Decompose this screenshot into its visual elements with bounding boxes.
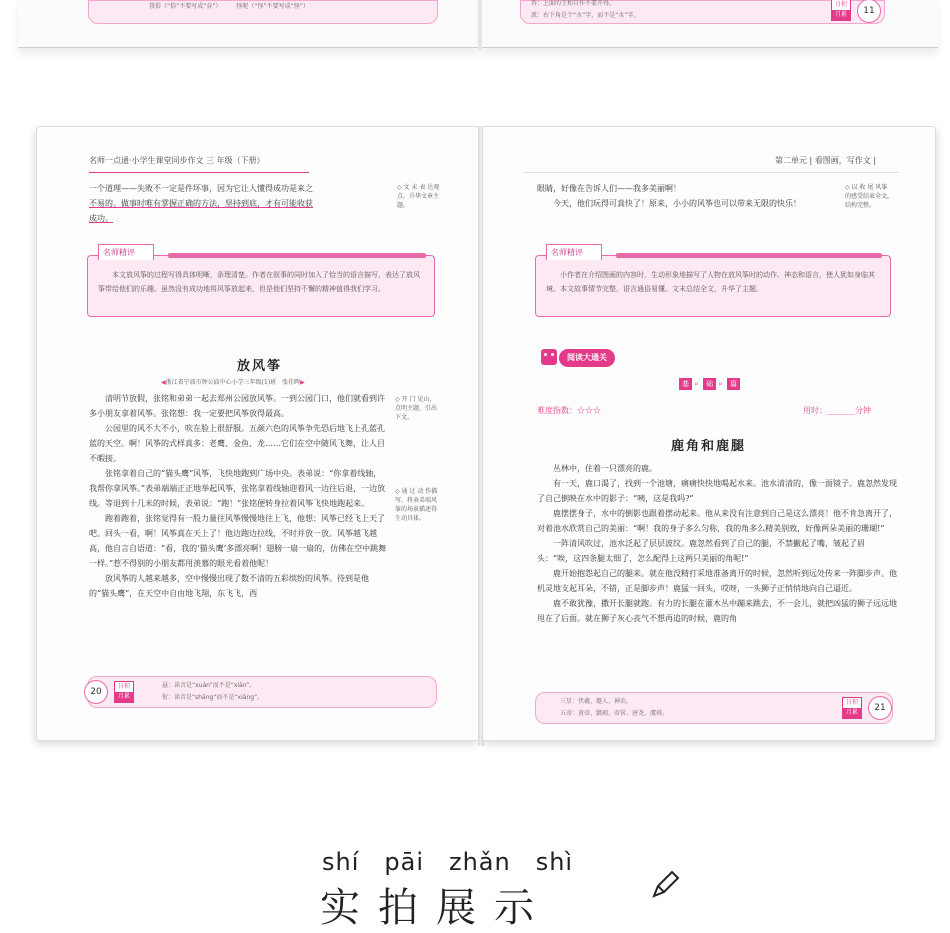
left-page-number: 20 — [84, 680, 108, 704]
right-paragraph: 鹿摆摆身子，水中的倒影也跟着摆动起来。他从来没有注意到自己是这么漂亮！他不肯急离开了，对着池水欣赏自己的美丽：“啊！我的身子多么匀称，我的角多么精美别致，好像两朵美丽的珊瑚!” — [537, 509, 897, 533]
caption-title: 实拍展示 — [320, 885, 552, 931]
book-spread — [36, 126, 936, 746]
right-stamp — [842, 697, 862, 719]
level-arrow: » — [718, 380, 723, 388]
stamp-top-text: 日积 — [834, 1, 847, 8]
right-review-text: 小作者在介绍图画的内容时，生动形象地描写了人物在放风筝时的动作、神态和语言，使人犹如身临其境。本文故事情节完整，语言通俗易懂。文末总结全文，升华了主题。 — [546, 271, 875, 293]
caption-pinyin: shí pāi zhǎn shì — [322, 848, 574, 876]
right-review-label: 名师精评 — [546, 244, 602, 260]
left-review-label: 名师精评 — [98, 244, 154, 260]
right-paragraph: 鹿不敢犹豫，撒开长腿就跑。有力的长腿在灌木丛中蹦来跳去，不一会儿，就把凶猛的狮子远远地甩在了后面。就在狮子灰心丧气不想再追的时候，鹿的角 — [537, 599, 897, 623]
left-story-title: 放风筝 — [237, 359, 283, 374]
left-review-box — [87, 248, 435, 317]
left-paragraph: 清明节放假，张铭和弟弟一起去郑州公园放风筝。一到公园门口，他们就看到许多小朋友拿着风筝。张铭想：我一定要把风筝放得最高。 — [89, 394, 385, 418]
left-paragraph: 跑着跑着，张铭觉得有一股力量往风筝慢慢地往上飞，他想：风筝已经飞上天了吧。回头一看，啊！风筝真在天上了！他边跑边拉线，不时并放一放。风筝越飞越高，他自言自语道：“看，我的‘猫头鹰’多漂亮啊！翅膀一扇一扇的，仿佛在空中跳舞一样。”惹不得别的小朋友都用羡慕的眼光看着他呢！ — [89, 514, 387, 568]
right-footnote-1: 三星：伏羲、燧人、神农。 — [560, 698, 633, 705]
right-story-body — [537, 461, 897, 626]
top-right-footer-bar — [520, 0, 885, 24]
right-page — [482, 126, 936, 741]
right-intro — [537, 181, 837, 211]
top-right-page-number: 11 — [857, 0, 881, 23]
left-footnote-1: 悬：读音是“xuán”而不是“xiān”。 — [162, 682, 256, 689]
right-intro-line: 今天，他们玩得可真快了！原来，小小的风筝也可以带来无限的快乐！ — [553, 199, 801, 208]
right-paragraph: 一阵清风吹过，池水泛起了层层波纹。鹿忽然看到了自己的腿，不禁撇起了嘴，皱起了眉头：“唉，这四条腿太细了，怎么配得上这两只美丽的角呢!” — [537, 539, 865, 563]
level-chip: 篇 — [727, 378, 740, 390]
left-page — [36, 126, 480, 741]
section-badge: 阅读大通关 — [559, 349, 615, 367]
right-intro-sidenote: ◇ 以 收 尾 风筝的感受结束全文，结构完整。 — [845, 184, 894, 209]
right-header: 第二单元 | 看图画，写作文 | — [775, 156, 877, 165]
right-paragraph: 丛林中，住着一只漂亮的鹿。 — [553, 464, 657, 473]
pencil-icon — [650, 870, 680, 900]
left-paragraph: 张铭拿着自己的“猫头鹰”风筝，飞快地跑到广场中央。表弟说：“你拿着线轴，我帮你拿风筝。”表弟端端正正地举起风筝，张铭拿着线轴迎着风一边往后退，一边放线。等退到十几米的时候，表弟说：“跑！”张铭便转身拉着风筝飞快地跑起来。 — [89, 469, 386, 508]
left-sidenote-1: ◇ 开 门 见山，点明主题，引出下文。 — [395, 396, 438, 421]
right-paragraph: 鹿开始抱怨起自己的腿来。就在他没精打采地准备离开的时候，忽然听到远处传来一阵脚步声。他机灵地支起耳朵，不错，正是脚步声！鹿猛一回头，哎呀，一头狮子正悄悄地向自己逼近。 — [537, 569, 897, 593]
stamp-bottom-text: 月累 — [115, 692, 133, 702]
robot-icon — [541, 349, 557, 365]
right-paragraph: 有一天，鹿口渴了，找到一个池塘，痛痛快快地喝起水来。池水清清的，像一面镜子。鹿忽然发现了自己倒映在水中的影子：“咦，这是我吗?” — [537, 479, 897, 503]
difficulty-label: 难度指数：☆☆☆ — [537, 406, 601, 415]
left-intro-line: 成功。 — [89, 214, 113, 223]
left-story-author: ◀浙江省宁波市钟公庙中心小学三年级(1)班 张佳晖▶ — [161, 379, 305, 386]
right-footnote-2: 五帝：黄帝、颛顼、帝喾、唐尧、虞舜。 — [560, 710, 669, 717]
left-intro-line: 一个道理——失败不一定是件坏事，因为它让人懂得成功是来之 — [89, 184, 313, 193]
stamp-bottom-text: 月累 — [832, 10, 850, 20]
level-arrow: » — [694, 380, 699, 388]
right-header-rule — [523, 172, 899, 173]
top-right-footer-line1: 答：上面的王和自作不要开得。 — [531, 0, 616, 7]
stamp-top-text: 日积 — [845, 699, 858, 706]
left-header-rule — [89, 172, 309, 173]
left-review-text: 本文放风筝的过程写得具体明晰，条理清楚。作者在叙事的同时加入了恰当的语言描写，表达了放风筝带给他们的乐趣。虽然没有成功地将风筝放起来，但是他们坚持不懈的精神值得我们学习。 — [98, 271, 420, 293]
level-chip: 础 — [703, 378, 716, 390]
left-sidenote-2: ◇ 通 过 动 作描写，将表弟端风筝的场景描述得生动具体。 — [395, 488, 438, 522]
left-paragraph: 公园里的风不大不小，吹在脸上很舒服。五颜六色的风筝争先恐后地飞上孔蓝孔蓝的天空。啊！风筝的式样真多：老鹰、金鱼、龙……它们在空中随风飞舞，让人目不暇接。 — [89, 424, 385, 463]
left-footnote-2: 衔：读音是“shāng”而不是“xiāng”。 — [162, 694, 264, 701]
left-header: 名师一点通·小学生课堂同步作文 三 年级（下册） — [89, 156, 265, 165]
right-review-box — [535, 248, 891, 317]
right-story-title: 鹿角和鹿腿 — [671, 439, 747, 454]
right-footer-bar — [535, 692, 893, 724]
stamp-bottom-text: 月累 — [843, 708, 861, 718]
left-story-body — [89, 391, 389, 601]
top-stamp — [831, 0, 851, 21]
right-review-bar — [616, 253, 882, 258]
left-paragraph: 放风筝的人越来越多，空中慢慢出现了数不清的五彩缤纷的风筝。待到是他的“猫头鹰”，在天空中自由地飞翔，东飞飞，西 — [89, 574, 369, 598]
left-intro — [89, 181, 389, 226]
top-left-footer-text: 我俗（“俗”不要写成“谷”） 怪呢（“怪”不要写成“怪”） — [149, 3, 309, 10]
author-text: 浙江省宁波市钟公庙中心小学三年级(1)班 张佳晖 — [165, 379, 301, 386]
right-intro-line: 眼睛，好像在告诉人们——我多美丽啊！ — [537, 184, 681, 193]
time-label: 用时：_______分钟 — [803, 406, 871, 415]
left-footer-bar — [87, 676, 437, 708]
top-left-footer-bar — [88, 0, 438, 24]
left-intro-line: 不易的。做事时唯有掌握正确的方法，坚持到底，才有可能收获 — [89, 199, 313, 208]
top-spine — [478, 0, 482, 50]
left-intro-sidenote: ◇ 文 末 表 达观点，升华文章主题。 — [397, 184, 440, 209]
stamp-top-text: 日积 — [117, 683, 130, 690]
top-right-footer-line2: 派：右下角是个“水”字，而不是“水”字。 — [531, 12, 640, 19]
left-review-bar — [168, 253, 426, 258]
level-chip: 基 — [679, 378, 692, 390]
left-stamp — [114, 681, 134, 703]
right-page-number: 21 — [868, 696, 892, 720]
